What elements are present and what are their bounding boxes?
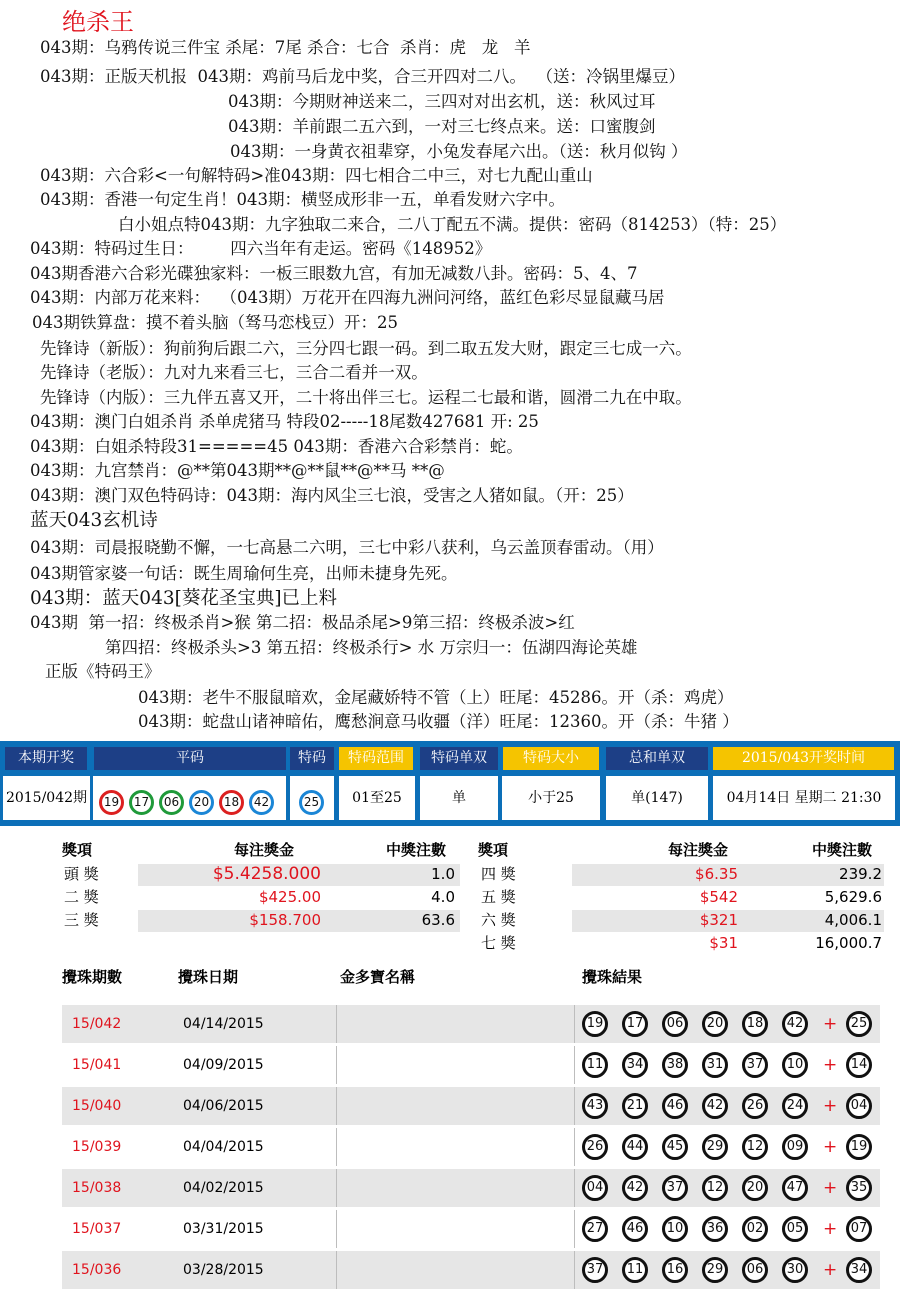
prediction-line: 043期香港六合彩光碟独家料：一板三眼数九宫，有加无减数八卦。密码：5、4、7 [30, 264, 638, 283]
column-divider [336, 1087, 337, 1125]
prediction-line: 先锋诗（老版）：九对九来看三七，三合二看并一双。 [40, 363, 428, 382]
history-special-ball: 19 [846, 1134, 872, 1160]
history-header: 攪珠結果 [582, 968, 643, 986]
prize-header: 獎項 [62, 841, 93, 859]
history-ball: 12 [742, 1134, 768, 1160]
plus-sign: + [823, 1260, 838, 1280]
prize-count: 239.2 [839, 865, 882, 883]
history-ball: 34 [622, 1052, 648, 1078]
plus-sign: + [823, 1014, 838, 1034]
prize-name: 六 獎 [481, 911, 516, 929]
draw-header-cell: 本期开奖 [5, 747, 87, 770]
history-header: 金多寶名稱 [340, 968, 416, 986]
history-ball: 06 [662, 1011, 688, 1037]
column-divider [336, 1128, 337, 1166]
history-ball: 10 [782, 1052, 808, 1078]
draw-data-cell: 04月14日 星期二 21:30 [713, 776, 895, 820]
prediction-line: 043期：司晨报晓勤不懈，一七高悬二六明，三七中彩八获利，乌云盖顶春雷动。（用） [30, 538, 664, 557]
history-ball: 31 [702, 1052, 728, 1078]
history-ball: 10 [662, 1216, 688, 1242]
history-ball: 47 [782, 1175, 808, 1201]
column-divider [574, 1251, 575, 1289]
history-date: 03/31/2015 [183, 1221, 264, 1237]
column-divider [336, 1210, 337, 1248]
history-ball: 30 [782, 1257, 808, 1283]
prize-name: 四 獎 [481, 865, 516, 883]
history-ball: 21 [622, 1093, 648, 1119]
draw-data-cell: 单(147) [606, 776, 708, 820]
history-row [62, 1210, 880, 1248]
history-date: 04/14/2015 [183, 1016, 264, 1032]
history-period: 15/038 [72, 1180, 122, 1196]
prediction-line: 先锋诗（新版）：狗前狗后跟二六，三分四七跟一码。到二取五发大财，跟定三七成一六。 [40, 339, 692, 358]
prize-header: 中獎注數 [386, 841, 447, 859]
prediction-line: 043期 第一招：终极杀肖>猴 第二招：极品杀尾>9第三招：终极杀波>红 [30, 613, 575, 632]
draw-ball: 17 [129, 790, 154, 815]
history-ball: 37 [662, 1175, 688, 1201]
prize-count: 63.6 [421, 911, 455, 929]
prediction-line: 043期：香港一句定生肖！043期：横竖成形非一五，单看发财六字中。 [40, 190, 565, 209]
column-divider [574, 1046, 575, 1084]
column-divider [336, 1005, 337, 1043]
history-period: 15/037 [72, 1221, 122, 1237]
draw-data-cell: 01至25 [339, 776, 415, 820]
history-row [62, 1087, 880, 1125]
prediction-line: 蓝天043玄机诗 [30, 510, 158, 531]
history-period: 15/036 [72, 1262, 122, 1278]
history-ball: 17 [622, 1011, 648, 1037]
history-ball: 02 [742, 1216, 768, 1242]
draw-result-table [0, 741, 900, 826]
prediction-line: 043期：蓝天043[葵花圣宝典]已上料 [30, 588, 338, 609]
history-ball: 20 [742, 1175, 768, 1201]
history-ball: 11 [622, 1257, 648, 1283]
history-row [62, 1005, 880, 1043]
history-period: 15/040 [72, 1098, 122, 1114]
history-ball: 46 [622, 1216, 648, 1242]
history-ball: 19 [582, 1011, 608, 1037]
history-ball: 43 [582, 1093, 608, 1119]
prediction-line: 正版《特码王》 [45, 662, 161, 681]
draw-header-cell: 总和单双 [606, 747, 708, 770]
prediction-line: 043期：白姐杀特段31=====45 043期：香港六合彩禁肖：蛇。 [30, 437, 523, 456]
history-ball: 44 [622, 1134, 648, 1160]
history-special-ball: 14 [846, 1052, 872, 1078]
history-period: 15/039 [72, 1139, 122, 1155]
history-ball: 46 [662, 1093, 688, 1119]
prediction-line: 043期：乌鸦传说三件宝 杀尾：7尾 杀合：七合 杀肖：虎 龙 羊 [40, 38, 531, 57]
history-period: 15/042 [72, 1016, 122, 1032]
page-title: 绝杀王 [62, 8, 134, 36]
prize-name: 頭 獎 [64, 865, 99, 883]
plus-sign: + [823, 1219, 838, 1239]
draw-special-ball: 25 [299, 790, 324, 815]
history-special-ball: 35 [846, 1175, 872, 1201]
draw-header-cell: 特码单双 [420, 747, 498, 770]
prediction-line: 043期：一身黄衣祖辈穿，小兔发春尾六出。（送：秋月似钩 ） [230, 142, 688, 161]
plus-sign: + [823, 1137, 838, 1157]
prize-count: 1.0 [431, 865, 455, 883]
draw-ball: 06 [159, 790, 184, 815]
prize-amount: $6.35 [695, 865, 738, 883]
draw-header-cell: 特码范围 [339, 747, 413, 770]
history-ball: 20 [702, 1011, 728, 1037]
history-ball: 11 [582, 1052, 608, 1078]
history-special-ball: 07 [846, 1216, 872, 1242]
prize-amount: $158.700 [249, 911, 321, 929]
draw-data-cell: 小于25 [502, 776, 600, 820]
draw-ball: 19 [99, 790, 124, 815]
history-date: 04/04/2015 [183, 1139, 264, 1155]
history-ball: 24 [782, 1093, 808, 1119]
history-date: 04/02/2015 [183, 1180, 264, 1196]
prediction-line: 043期铁算盘：摸不着头脑（驽马恋栈豆）开：25 [32, 313, 398, 332]
history-special-ball: 34 [846, 1257, 872, 1283]
history-ball: 29 [702, 1257, 728, 1283]
prediction-line: 先锋诗（内版）：三九伴五喜又开，二十将出伴三七。运程二七最和谐，圆滑二九在中取。 [40, 388, 692, 407]
history-ball: 26 [742, 1093, 768, 1119]
prediction-line: 043期：老牛不服鼠暗欢，金尾藏娇特不管（上）旺尾：45286。开（杀：鸡虎） [138, 688, 734, 707]
history-ball: 38 [662, 1052, 688, 1078]
prize-header: 每注獎金 [234, 841, 295, 859]
prize-amount: $425.00 [258, 888, 321, 906]
prize-count: 5,629.6 [824, 888, 882, 906]
history-period: 15/041 [72, 1057, 122, 1073]
history-ball: 06 [742, 1257, 768, 1283]
plus-sign: + [823, 1096, 838, 1116]
history-ball: 36 [702, 1216, 728, 1242]
history-date: 04/06/2015 [183, 1098, 264, 1114]
history-ball: 12 [702, 1175, 728, 1201]
prediction-line: 043期：蛇盘山诸神暗佑，鹰愁涧意马收疆（洋）旺尾：12360。开（杀：牛猪 ） [138, 712, 739, 731]
column-divider [336, 1169, 337, 1207]
history-row [62, 1128, 880, 1166]
history-ball: 29 [702, 1134, 728, 1160]
prediction-line: 043期：特码过生日： 四六当年有走运。密码《148952》 [30, 239, 492, 258]
prize-amount: $31 [709, 934, 738, 952]
draw-header-cell: 平码 [94, 747, 286, 770]
history-ball: 26 [582, 1134, 608, 1160]
prediction-line: 043期管家婆一句话：既生周瑜何生亮，出师未捷身先死。 [30, 564, 458, 583]
column-divider [336, 1046, 337, 1084]
draw-header-cell: 特码大小 [503, 747, 599, 770]
prize-name: 七 獎 [481, 934, 516, 952]
prediction-line: 第四招：终极杀头>3 第五招：终极杀行> 水 万宗归一：伍湖四海论英雄 [105, 638, 638, 657]
history-date: 04/09/2015 [183, 1057, 264, 1073]
prize-amount: $321 [699, 911, 738, 929]
history-ball: 16 [662, 1257, 688, 1283]
prediction-line: 043期：澳门白姐杀肖 杀单虎猪马 特段02-----18尾数427681 开: 25 [30, 412, 539, 431]
prize-name: 二 獎 [64, 888, 99, 906]
prize-header: 中獎注數 [812, 841, 873, 859]
prize-header: 獎項 [478, 841, 509, 859]
column-divider [574, 1005, 575, 1043]
history-header: 攪珠期數 [62, 968, 123, 986]
draw-ball: 20 [189, 790, 214, 815]
history-ball: 42 [622, 1175, 648, 1201]
history-ball: 37 [582, 1257, 608, 1283]
history-ball: 45 [662, 1134, 688, 1160]
history-date: 03/28/2015 [183, 1262, 264, 1278]
prediction-line: 043期：九宫禁肖：@**第043期**@**鼠**@**马 **@ [30, 461, 445, 480]
draw-header-cell: 2015/043开奖时间 [713, 747, 894, 770]
history-ball: 42 [702, 1093, 728, 1119]
prize-name: 五 獎 [481, 888, 516, 906]
prize-amount: $542 [699, 888, 738, 906]
draw-data-cell: 2015/042期 [3, 776, 90, 820]
history-row [62, 1169, 880, 1207]
prize-name: 三 獎 [64, 911, 99, 929]
prediction-line: 043期：今期财神送来二，三四对对出玄机，送：秋风过耳 [228, 92, 656, 111]
prize-count: 4.0 [431, 888, 455, 906]
history-special-ball: 04 [846, 1093, 872, 1119]
history-ball: 37 [742, 1052, 768, 1078]
column-divider [336, 1251, 337, 1289]
history-row [62, 1251, 880, 1289]
history-ball: 09 [782, 1134, 808, 1160]
column-divider [574, 1128, 575, 1166]
draw-ball: 18 [219, 790, 244, 815]
column-divider [574, 1169, 575, 1207]
prize-amount: $5.4258.000 [212, 864, 321, 884]
prediction-line: 043期：内部万花来料： （043期）万花开在四海九洲问河络，蓝红色彩尽显鼠藏马居 [30, 288, 665, 307]
prediction-line: 043期：澳门双色特码诗：043期：海内风尘三七浪，受害之人猪如鼠。（开：25） [30, 486, 634, 505]
draw-data-cell: 单 [420, 776, 498, 820]
prediction-line: 043期：羊前跟二五六到，一对三七终点来。送：口蜜腹剑 [228, 117, 656, 136]
prize-header: 每注獎金 [668, 841, 729, 859]
history-ball: 42 [782, 1011, 808, 1037]
prize-count: 4,006.1 [824, 911, 882, 929]
prediction-line: 043期：正版天机报 043期：鸡前马后龙中奖，合三开四对二八。 （送：冷锅里爆豆） [40, 67, 685, 86]
plus-sign: + [823, 1178, 838, 1198]
prediction-line: 043期：六合彩<一句解特码>准043期：四七相合二中三，对七九配山重山 [40, 166, 593, 185]
prediction-line: 白小姐点特043期：九字独取二来合，二八丁配五不满。提供：密码（814253）（特：25） [118, 215, 787, 234]
draw-ball: 42 [249, 790, 274, 815]
history-ball: 18 [742, 1011, 768, 1037]
history-ball: 04 [582, 1175, 608, 1201]
column-divider [574, 1087, 575, 1125]
history-ball: 27 [582, 1216, 608, 1242]
history-ball: 05 [782, 1216, 808, 1242]
history-row [62, 1046, 880, 1084]
history-header: 攪珠日期 [178, 968, 239, 986]
prize-count: 16,000.7 [815, 934, 882, 952]
plus-sign: + [823, 1055, 838, 1075]
column-divider [574, 1210, 575, 1248]
draw-header-cell: 特码 [290, 747, 334, 770]
history-special-ball: 25 [846, 1011, 872, 1037]
